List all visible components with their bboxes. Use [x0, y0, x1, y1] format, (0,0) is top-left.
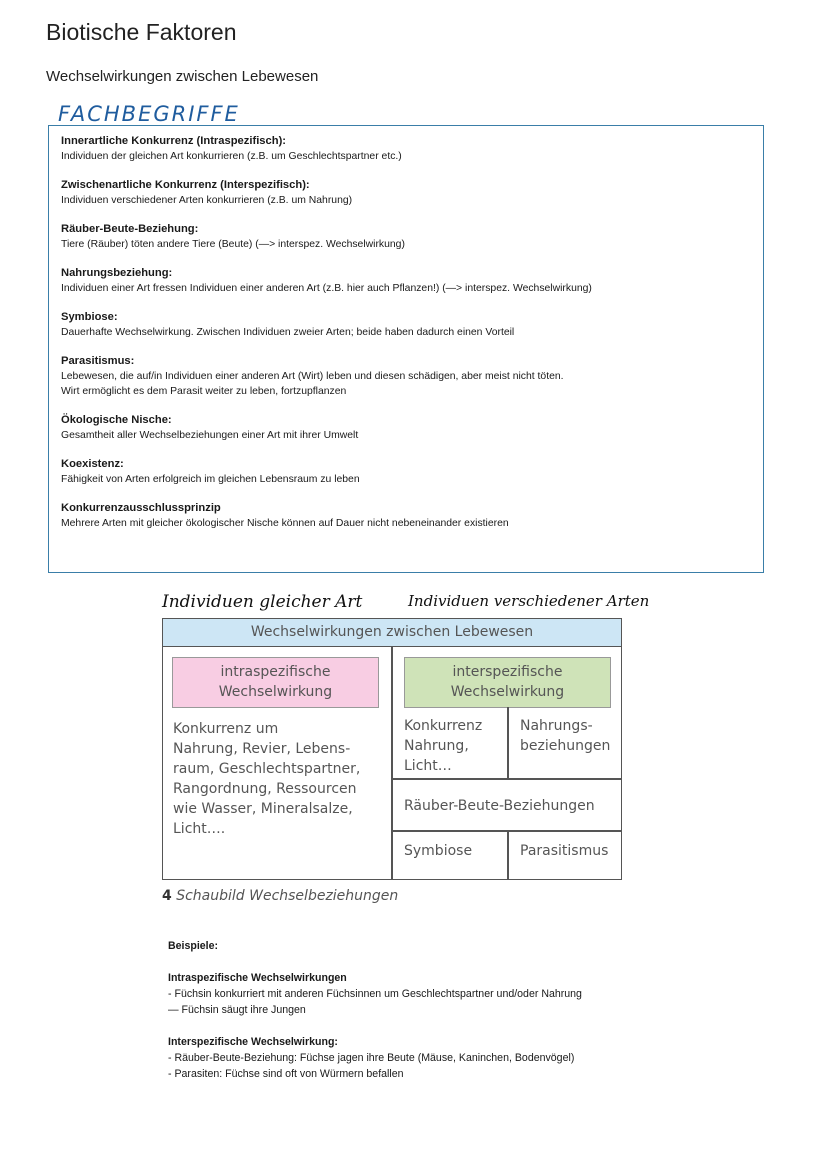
term-title: Konkurrenzausschlussprinzip	[61, 502, 221, 514]
term-definition: Fähigkeit von Arten erfolgreich im gleichen Lebensraum zu leben	[61, 474, 360, 485]
handwritten-label-different-species: Individuen verschiedener Arten	[408, 592, 650, 610]
intraspecific-examples	[173, 719, 360, 839]
intraspecific-label: Wechselwirkung	[218, 684, 333, 700]
predator-prey-cell: Räuber-Beute-Beziehungen	[404, 798, 595, 814]
caption-number: 4	[162, 888, 172, 904]
term-item	[61, 266, 751, 296]
text-line: Rangordnung, Ressourcen	[173, 781, 357, 797]
diagram-header: Wechselwirkungen zwischen Lebewesen	[163, 619, 621, 647]
interspecific-box	[404, 657, 611, 708]
term-definition: Wirt ermöglicht es dem Parasit weiter zu leben, fortzupflanzen	[61, 386, 347, 397]
parasitism-cell: Parasitismus	[520, 843, 609, 859]
text-line: Konkurrenz um	[173, 721, 279, 737]
intraspecific-box	[172, 657, 379, 708]
term-title: Symbiose:	[61, 311, 118, 323]
example-line: - Füchsin konkurriert mit anderen Füchsinnen um Geschlechtspartner und/oder Nahrung	[168, 988, 582, 1000]
term-definition: Individuen einer Art fressen Individuen einer anderen Art (z.B. hier auch Pflanzen!) (—> interspez. Wechselwirkung)	[61, 283, 592, 294]
text-line: Nahrung, Revier, Lebens-	[173, 741, 351, 757]
term-definition: Mehrere Arten mit gleicher ökologischer Nische können auf Dauer nicht nebeneinander existieren	[61, 518, 509, 529]
text-line: beziehungen	[520, 738, 611, 754]
examples-section	[168, 938, 582, 1082]
term-definition: Lebewesen, die auf/in Individuen einer anderen Art (Wirt) leben und diesen schädigen, aber meist nicht töten.	[61, 371, 564, 382]
competition-cell	[404, 716, 482, 776]
term-title: Innerartliche Konkurrenz (Intraspezifisch):	[61, 135, 287, 147]
term-item	[61, 222, 751, 252]
example-line: - Räuber-Beute-Beziehung: Füchse jagen ihre Beute (Mäuse, Kaninchen, Bodenvögel)	[168, 1052, 575, 1064]
diagram-divider	[391, 830, 621, 832]
term-title: Koexistenz:	[61, 458, 124, 470]
example-line: — Füchsin säugt ihre Jungen	[168, 1004, 306, 1016]
caption-text: Schaubild Wechselbeziehungen	[176, 888, 399, 904]
example-line: - Parasiten: Füchse sind oft von Würmern befallen	[168, 1068, 404, 1080]
term-item	[61, 354, 751, 399]
term-definition: Individuen der gleichen Art konkurrieren (z.B. um Geschlechtspartner etc.)	[61, 151, 402, 162]
term-definition: Gesamtheit aller Wechselbeziehungen einer Art mit ihrer Umwelt	[61, 430, 359, 441]
terms-box	[48, 125, 764, 573]
term-item	[61, 501, 751, 531]
handwritten-label-same-species: Individuen gleicher Art	[162, 592, 363, 612]
figure-caption	[162, 888, 398, 904]
diagram-divider	[507, 830, 509, 879]
text-line: Konkurrenz	[404, 718, 483, 734]
term-title: Zwischenartliche Konkurrenz (Interspezifisch):	[61, 179, 310, 191]
term-item	[61, 178, 751, 208]
diagram-divider	[391, 778, 621, 780]
term-item	[61, 134, 751, 164]
intra-examples-heading: Intraspezifische Wechselwirkungen	[168, 972, 347, 984]
text-line: Nahrung,	[404, 738, 469, 754]
term-item	[61, 413, 751, 443]
diagram-divider	[507, 707, 509, 779]
text-line: Nahrungs-	[520, 718, 593, 734]
symbiosis-cell: Symbiose	[404, 843, 473, 859]
interspecific-label: Wechselwirkung	[450, 684, 565, 700]
term-title: Räuber-Beute-Beziehung:	[61, 223, 199, 235]
term-title: Nahrungsbeziehung:	[61, 267, 173, 279]
term-item	[61, 457, 751, 487]
text-line: wie Wasser, Mineralsalze,	[173, 801, 353, 817]
examples-heading: Beispiele:	[168, 940, 219, 952]
text-line: raum, Geschlechtspartner,	[173, 761, 361, 777]
page-title: Biotische Faktoren	[46, 19, 237, 45]
term-definition: Individuen verschiedener Arten konkurrieren (z.B. um Nahrung)	[61, 195, 353, 206]
page-subtitle: Wechselwirkungen zwischen Lebewesen	[46, 68, 319, 85]
interspecific-label: interspezifische	[452, 664, 563, 680]
term-definition: Tiere (Räuber) töten andere Tiere (Beute) (—> interspez. Wechselwirkung)	[61, 239, 405, 250]
term-item	[61, 310, 751, 340]
term-title: Parasitismus:	[61, 355, 135, 367]
fachbegriffe-handwritten-label: FACHBEGRIFFE	[58, 102, 240, 126]
intraspecific-label: intraspezifische	[220, 664, 331, 680]
inter-examples-heading: Interspezifische Wechselwirkung:	[168, 1036, 338, 1048]
text-line: Licht…	[404, 758, 452, 774]
term-definition: Dauerhafte Wechselwirkung. Zwischen Individuen zweier Arten; beide haben dadurch einen Vorteil	[61, 327, 515, 338]
food-relations-cell	[520, 716, 610, 756]
interaction-diagram	[162, 618, 622, 880]
term-title: Ökologische Nische:	[61, 414, 172, 426]
text-line: Licht….	[173, 821, 226, 837]
diagram-divider	[391, 647, 393, 879]
